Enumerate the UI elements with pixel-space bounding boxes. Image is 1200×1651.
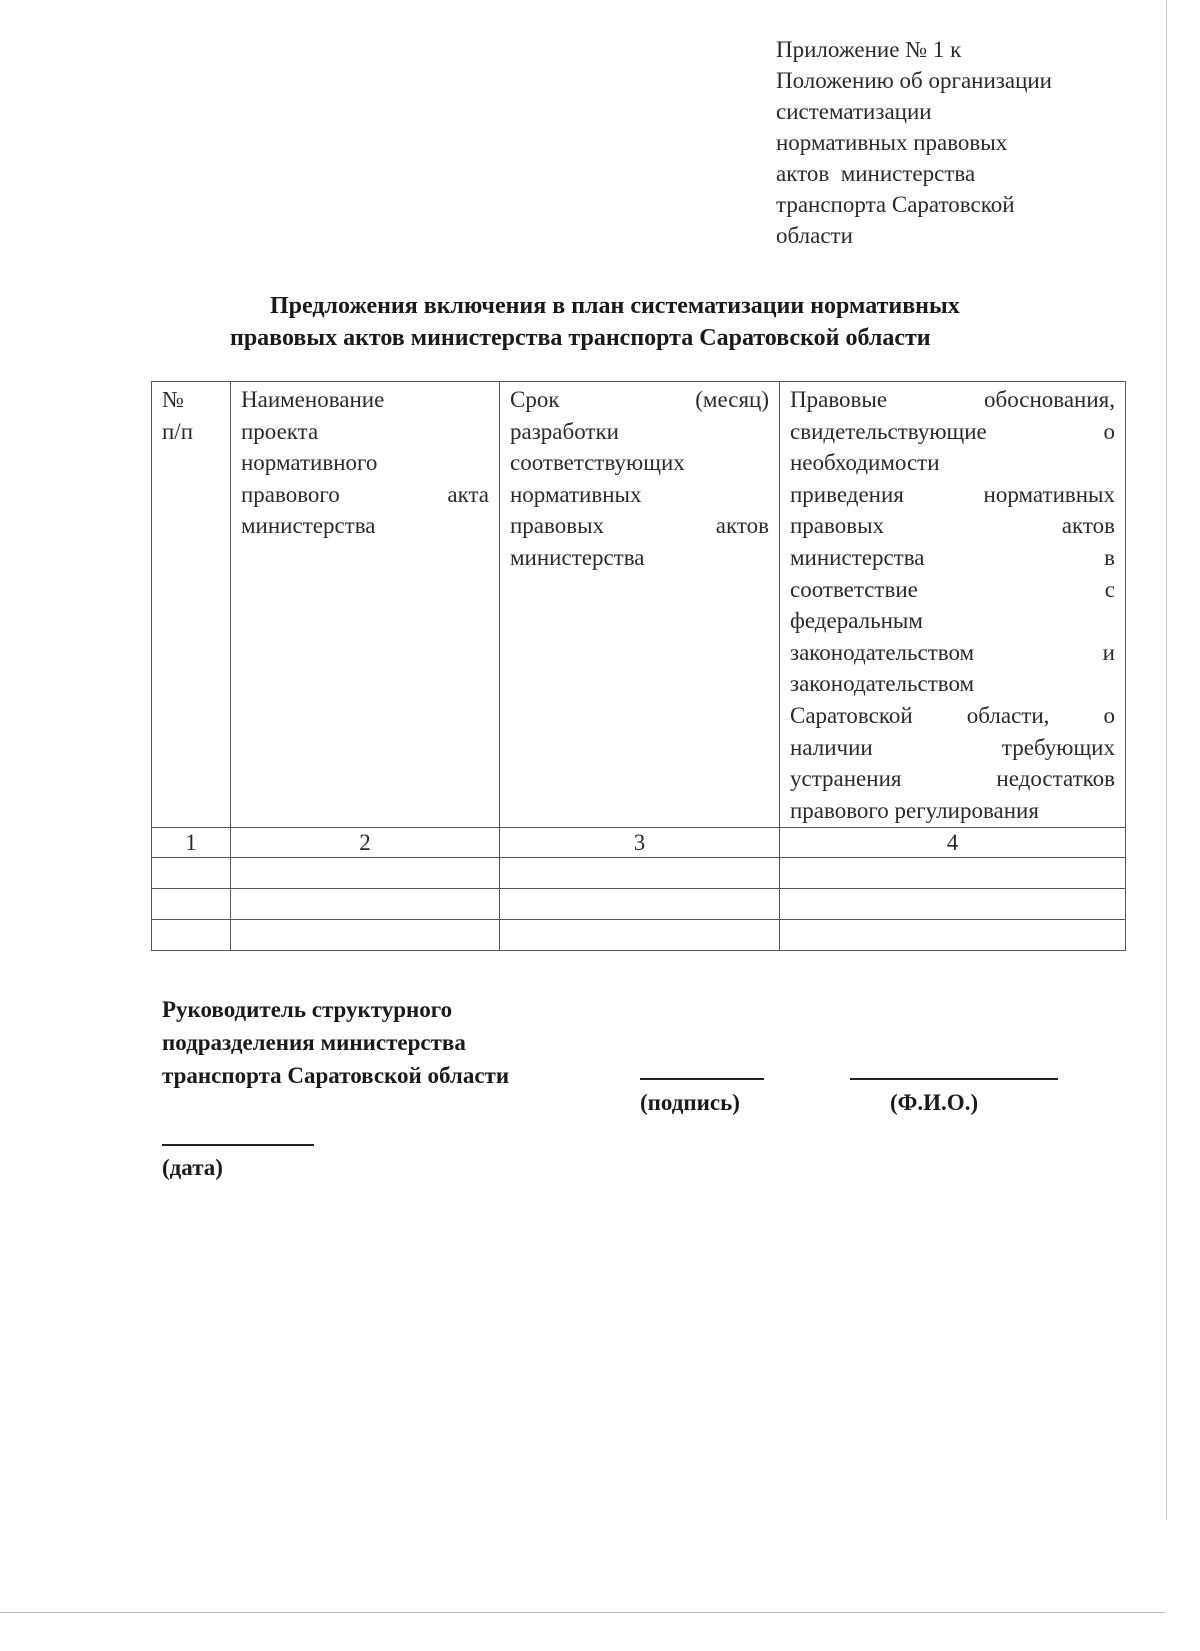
table-header-row [152,382,1126,828]
appendix-line: транспорта Саратовской [776,192,1015,217]
table-cell [500,858,780,889]
header-text: приведения нормативных [790,481,1115,507]
header-text: нормативного [241,450,378,476]
title-line-1: Предложения включения в план систематизации нормативных [270,293,960,319]
document-title [150,290,1130,354]
appendix-note [776,34,1136,251]
table-cell [780,889,1126,920]
header-text: необходимости [790,450,940,476]
appendix-line: систематизации [776,99,932,124]
appendix-line: Положению об организации [776,68,1052,93]
table-cell [152,858,231,889]
header-text: Саратовской области, о [790,702,1115,728]
header-cell-number [152,382,231,828]
table-cell [152,889,231,920]
table-cell [231,858,500,889]
date-blank-line [162,1144,314,1146]
header-text: министерства в [790,544,1115,570]
table-cell [231,920,500,951]
signatory-position [162,993,509,1092]
column-number: 3 [500,828,780,858]
table-cell [500,889,780,920]
date-label: (дата) [162,1155,223,1180]
header-text: соответствующих [510,450,685,476]
header-cell-justification [780,382,1126,828]
signature-label: (подпись) [640,1090,740,1115]
column-number: 2 [231,828,500,858]
appendix-line: нормативных правовых [776,130,1008,155]
header-text: правовых актов [790,513,1115,539]
signature-blank-line [640,1078,764,1080]
table-row [152,858,1126,889]
header-cell-name [231,382,500,828]
header-text: нормативных [510,481,642,507]
header-text: министерства [510,544,645,570]
table-cell [780,920,1126,951]
signatory-line: транспорта Саратовской области [162,1063,510,1088]
column-numbers-row [152,828,1126,858]
header-text: устранения недостатков [790,766,1115,792]
table-cell [152,920,231,951]
header-text: правового регулирования [790,797,1039,823]
header-text: проекта [241,418,319,444]
header-text: Срок (месяц) [510,387,769,412]
appendix-line: области [776,223,853,248]
table-cell [231,889,500,920]
header-text: правовых актов [510,513,769,539]
header-text: п/п [162,418,194,444]
proposals-table [151,381,1126,951]
signatory-line: Руководитель структурного [162,997,453,1022]
name-label: (Ф.И.О.) [890,1090,979,1115]
column-number: 4 [780,828,1126,858]
header-text: № [162,387,184,412]
header-text: правового акта [241,481,489,507]
header-text: федеральным [790,608,923,634]
header-text: Наименование [241,387,385,412]
table-row [152,889,1126,920]
appendix-line: Приложение № 1 к [776,37,962,62]
header-text: свидетельствующие о [790,418,1115,444]
table-cell [500,920,780,951]
scan-edge-line [1166,0,1167,1520]
table-cell [780,858,1126,889]
table-row [152,920,1126,951]
appendix-line: актов министерства [776,161,976,186]
scan-bottom-line [0,1612,1165,1613]
signatory-line: подразделения министерства [162,1030,466,1055]
header-text: Правовые обоснования, [790,387,1115,412]
header-text: соответствие с [790,576,1115,602]
header-text: законодательством [790,671,975,697]
header-text: законодательством и [790,639,1115,665]
header-text: наличии требующих [790,734,1115,760]
title-line-2: правовых актов министерства транспорта Саратовской области [230,325,931,351]
header-cell-deadline [500,382,780,828]
header-text: разработки [510,418,619,444]
column-number: 1 [152,828,231,858]
name-blank-line [850,1078,1058,1080]
header-text: министерства [241,513,376,539]
